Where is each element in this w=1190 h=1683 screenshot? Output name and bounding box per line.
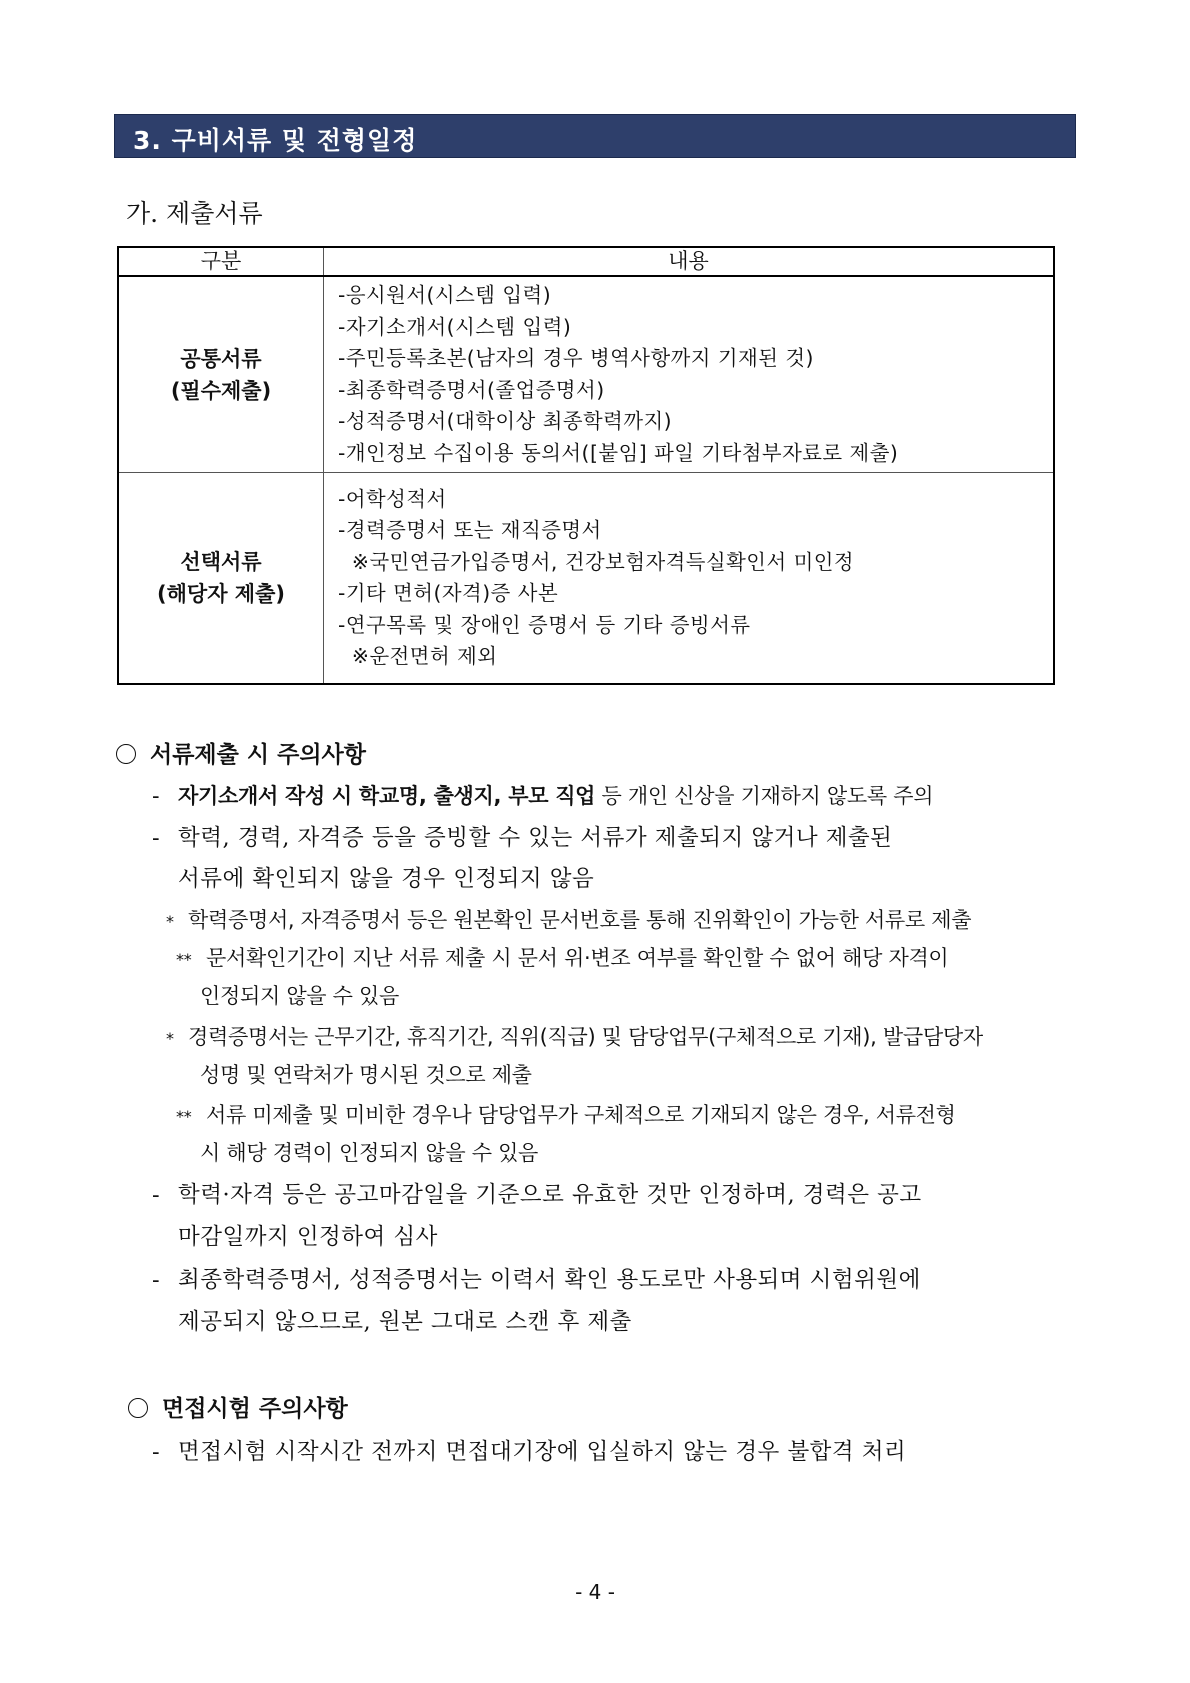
- table-row-common: [118, 276, 1054, 473]
- note-line-continued: 마감일까지 인정하여 심사: [178, 1224, 438, 1250]
- note-line: [152, 1434, 906, 1466]
- list-item: -어학성적서: [338, 486, 447, 511]
- header-content: 내용: [324, 247, 1055, 276]
- dash-marker: -: [152, 825, 161, 851]
- note-text: 문서확인기간이 지난 서류 제출 시 문서 위·변조 여부를 확인할 수 없어 해당 자격이: [206, 946, 949, 970]
- items-optional: [324, 473, 1055, 685]
- note-line: [152, 780, 933, 810]
- note-line-continued: 인정되지 않을 수 있음: [200, 984, 399, 1008]
- category-sub-label: (필수제출): [170, 378, 272, 403]
- note-text: 경력증명서는 근무기간, 휴직기간, 직위(직급) 및 담당업무(구체적으로 기재), 발급담당자: [188, 1025, 983, 1049]
- circle-bullet-icon: [128, 1398, 148, 1418]
- note-text: 학력증명서, 자격증명서 등은 원본확인 문서번호를 통해 진위확인이 가능한 서류로 제출: [188, 908, 972, 932]
- category-sub-label: (해당자 제출): [157, 582, 285, 606]
- dash-marker: -: [152, 784, 160, 808]
- double-asterisk-note: [176, 1099, 956, 1129]
- note-line-continued: 시 해당 경력이 인정되지 않을 수 있음: [200, 1141, 539, 1165]
- category-label: 공통서류: [180, 346, 262, 371]
- interview-notes-heading: [128, 1390, 348, 1423]
- list-item: -성적증명서(대학이상 최종학력까지): [338, 409, 673, 433]
- subsection-title: 가. 제출서류: [126, 199, 263, 228]
- dash-marker: -: [152, 1439, 161, 1465]
- list-item: -개인정보 수집이용 동의서([붙임] 파일 기타첨부자료로 제출): [338, 440, 899, 465]
- dash-marker: -: [152, 1182, 161, 1208]
- double-asterisk-note: [176, 942, 948, 972]
- list-item: -경력증명서 또는 재직증명서: [338, 518, 602, 542]
- asterisk-marker: *: [166, 912, 174, 931]
- heading-text: 서류제출 시 주의사항: [150, 741, 366, 768]
- double-asterisk-marker: **: [176, 1107, 192, 1126]
- list-item: -최종학력증명서(졸업증명서): [338, 377, 605, 402]
- note-line-continued: 서류에 확인되지 않을 경우 인정되지 않음: [178, 866, 595, 892]
- header-category: 구분: [118, 247, 324, 276]
- note-text: 최종학력증명서, 성적증명서는 이력서 확인 용도로만 사용되며 시험위원에: [178, 1267, 921, 1293]
- note-line: [152, 1262, 921, 1294]
- note-text: 학력, 경력, 자격증 등을 증빙할 수 있는 서류가 제출되지 않거나 제출된: [178, 825, 893, 851]
- doc-notes-heading: [116, 736, 366, 769]
- note-bold-text: 자기소개서 작성 시 학교명, 출생지, 부모 직업: [178, 784, 596, 808]
- double-asterisk-marker: **: [176, 950, 192, 969]
- note-line-continued: 성명 및 연락처가 명시된 것으로 제출: [200, 1063, 532, 1087]
- list-item: -기타 면허(자격)증 사본: [338, 581, 559, 605]
- note-line-continued: 제공되지 않으므로, 원본 그대로 스캔 후 제출: [178, 1309, 632, 1335]
- table-header-row: [118, 247, 1054, 276]
- asterisk-note: [166, 904, 971, 934]
- circle-bullet-icon: [116, 744, 136, 764]
- note-text: 서류 미제출 및 미비한 경우나 담당업무가 구체적으로 기재되지 않은 경우, 서류전형: [206, 1103, 956, 1127]
- category-label: 선택서류: [180, 550, 262, 574]
- note-text: 학력·자격 등은 공고마감일을 기준으로 유효한 것만 인정하며, 경력은 공고: [178, 1182, 922, 1208]
- page-number: - 4 -: [575, 1580, 615, 1604]
- category-optional: [118, 473, 324, 685]
- list-item: -주민등록초본(남자의 경우 병역사항까지 기재된 것): [338, 346, 814, 370]
- documents-table: [117, 246, 1055, 685]
- dash-marker: -: [152, 1267, 161, 1293]
- section-title: 3. 구비서류 및 전형일정: [133, 126, 418, 155]
- list-item: -연구목록 및 장애인 증명서 등 기타 증빙서류: [338, 612, 751, 637]
- note-line: [152, 1177, 922, 1209]
- list-item: -자기소개서(시스템 입력): [338, 314, 572, 339]
- table-row-optional: [118, 473, 1054, 685]
- asterisk-marker: *: [166, 1029, 174, 1048]
- heading-text: 면접시험 주의사항: [162, 1395, 348, 1422]
- list-item: -응시원서(시스템 입력): [338, 283, 552, 307]
- list-note: ※국민연금가입증명서, 건강보험자격득실확인서 미인정: [351, 549, 855, 574]
- asterisk-note: [166, 1021, 983, 1051]
- list-note: ※운전면허 제외: [351, 644, 498, 668]
- note-text: 면접시험 시작시간 전까지 면접대기장에 입실하지 않는 경우 불합격 처리: [178, 1439, 907, 1465]
- note-text: 등 개인 신상을 기재하지 않도록 주의: [595, 784, 934, 808]
- note-line: [152, 820, 892, 852]
- items-common: [324, 276, 1055, 473]
- category-common: [118, 276, 324, 473]
- section-header-bar: [114, 114, 1076, 158]
